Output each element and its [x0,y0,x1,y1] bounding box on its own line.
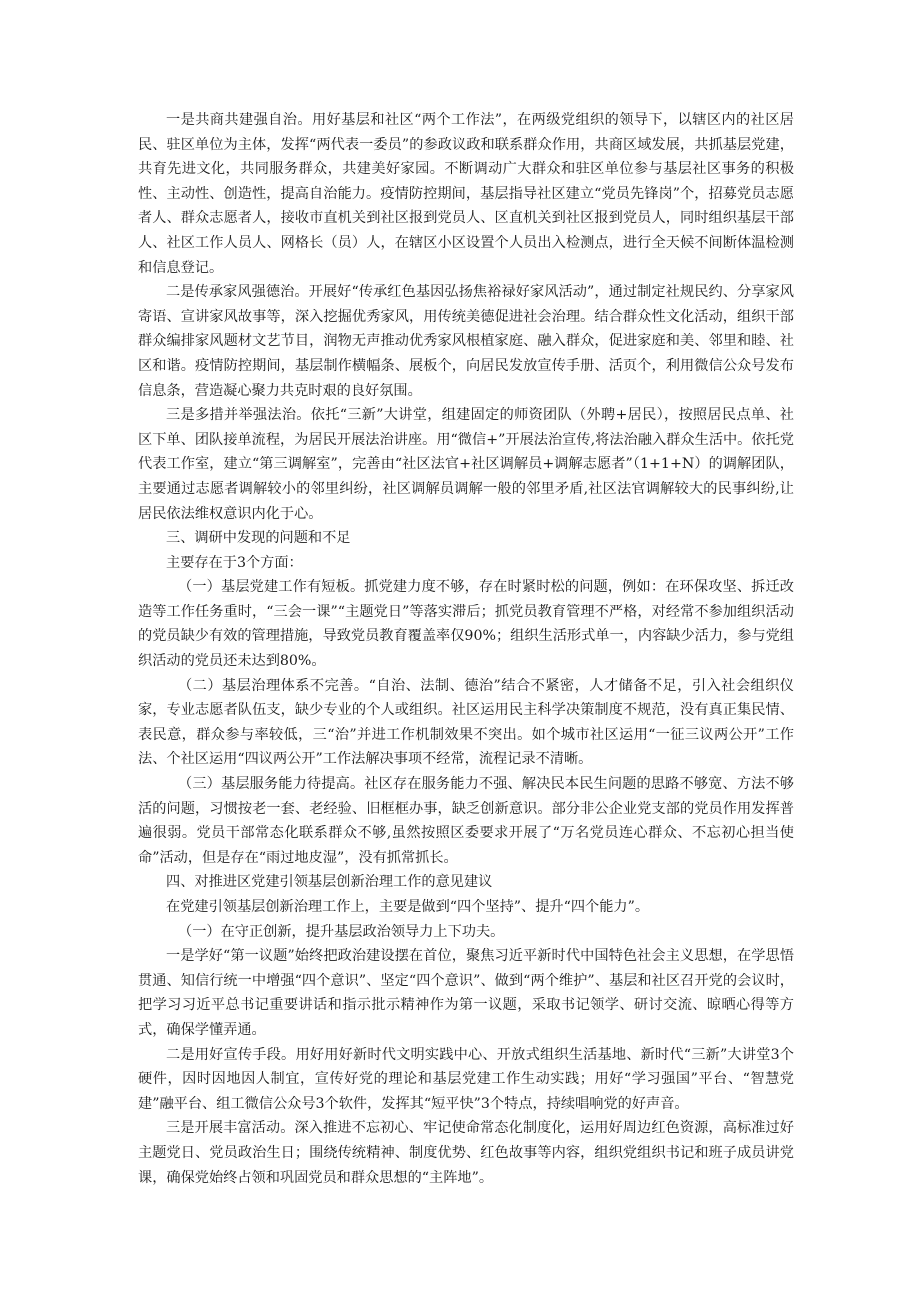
paragraph-suggestions-intro: 在党建引领基层创新治理工作上，主要是做到“四个坚持”、提升“四个能力”。 [166,899,650,915]
document-body [138,108,794,1190]
paragraph-co-governance: 一是共商共建强自治。用好基层和社区“两个工作法”，在两级党组织的领导下，以辖区内的社区居民、驻区单位为主体，发挥“两代表一委员”的参政议政和联系群众作用，共商区域发展，共抓基层党建，共育先进文化，共同服务群众，共建美好家园。不断调动广大群众和驻区单位参与基层社区事务的积极性、主动性、创造性，提高自治能力。疫情防控期间，基层指导社区建立“党员先锋岗”个，招募党员志愿者人、群众志愿者人，接收市直机关到社区报到党员人、区直机关到社区报到党员人，同时组织基层干部人、社区工作人员人、网格长（员）人，在辖区小区设置个人员出入检测点，进行全天候不间断体温检测和信息登记。 [138,112,794,276]
section-heading-problems: 三、调研中发现的问题和不足 [166,530,351,547]
paragraph-rule-of-law: 三是多措并举强法治。依托“三新”大讲堂，组建固定的师资团队（外聘+居民），按照居民点单、社区下单、团队接单流程，为居民开展法治讲座。用“微信+”开展法治宣传,将法治融入群众生活中。依托党代表工作室，建立“第三调解室”，完善由“社区法官+社区调解员+调解志愿者”（1+1+N）的调解团队，主要通过志愿者调解较小的邻里纠纷，社区调解员调解一般的邻里矛盾,社区法官调解较大的民事纠纷,让居民依法维权意识内化于心。 [138,407,794,522]
paragraph-problem-1: （一）基层党建工作有短板。抓党建力度不够，存在时紧时松的问题，例如：在环保攻坚、拆迁改造等工作任务重时，“三会一课”“主题党日”等落实滞后；抓党员教育管理不严格，对经常不参加组织活动的党员缺少有效的管理措施，导致党员教育覆盖率仅90%；组织生活形式单一，内容缺少活力，参与党组织活动的党员还未达到80%。 [138,579,794,670]
paragraph-family-virtue: 二是传承家风强德治。开展好“传承红色基因弘扬焦裕禄好家风活动”，通过制定社规民约、分享家风寄语、宣讲家风故事等，深入挖掘优秀家风，用传统美德促进社会治理。结合群众性文化活动，组织干部群众编排家风题材文艺节目，润物无声推动优秀家风根植家庭、融入群众，促进家庭和美、邻里和睦、社区和谐。疫情防控期间，基层制作横幅条、展板个，向居民发放宣传手册、活页个，利用微信公众号发布信息条，营造凝心聚力共克时艰的良好氛围。 [138,284,794,399]
paragraph-activities: 三是开展丰富活动。深入推进不忘初心、牢记使命常态化制度化，运用好周边红色资源，高标准过好主题党日、党员政治生日；围绕传统精神、制度优势、红色故事等内容，组织党组织书记和班子成员讲党课，确保党始终占领和巩固党员和群众思想的“主阵地”。 [138,1120,794,1186]
section-heading-suggestions: 四、对推进区党建引领基层创新治理工作的意见建议 [166,874,493,891]
subheading-suggestion-1: （一）在守正创新，提升基层政治领导力上下功夫。 [178,923,505,940]
paragraph-problem-2: （二）基层治理体系不完善。“自治、法制、德治”结合不紧密，人才储备不足，引入社会组织仪家，专业志愿者队伍支，缺少专业的个人或组织。社区运用民主科学决策制度不规范，没有真正集民情、表民意，群众参与率较低，三“治”并进工作机制效果不突出。如个城市社区运用“一征三议两公开”工作法、个社区运用“四议两公开”工作法解决事项不经常，流程记录不清晰。 [138,677,794,768]
paragraph-problem-3: （三）基层服务能力待提高。社区存在服务能力不强、解决民本民生问题的思路不够宽、方法不够活的问题，习惯按老一套、老经验、旧框框办事，缺乏创新意识。部分非公企业党支部的党员作用发挥普遍很弱。党员干部常态化联系群众不够,虽然按照区委要求开展了“万名党员连心群众、不忘初心担当使命”活动，但是存在“雨过地皮湿”，没有抓常抓长。 [138,776,794,866]
paragraph-problems-intro: 主要存在于3个方面： [166,554,303,571]
paragraph-first-topic: 一是学好“第一议题”始终把政治建设摆在首位，聚焦习近平新时代中国特色社会主义思想，在学思悟贯通、知信行统一中增强“四个意识”、坚定“四个意识”、做到“两个维护”、基层和社区召开党的会议时，把学习习近平总书记重要讲话和指示批示精神作为第一议题，采取书记领学、研讨交流、晾晒心得等方式，确保学懂弄通。 [138,948,794,1038]
paragraph-publicity: 二是用好宣传手段。用好用好新时代文明实践中心、开放式组织生活基地、新时代“三新”大讲堂3个硬件，因时因地因人制宜，宣传好党的理论和基层党建工作生动实践；用好“学习强国”平台、“智慧党建”融平台、组工微信公众号3个软件，发挥其“短平快”3个特点，持续唱响党的好声音。 [138,1046,794,1112]
